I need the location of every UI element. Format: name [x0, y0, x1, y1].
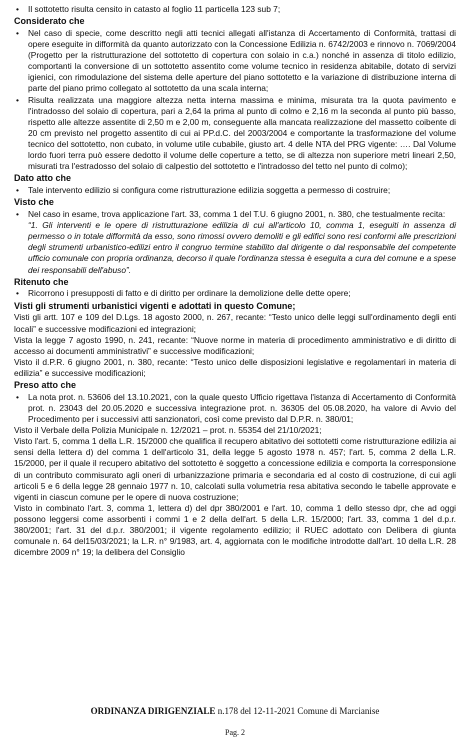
bullet-paragraph: • Tale intervento edilizio si configura come ristrutturazione edilizia soggetta a permesso di costruire; [14, 185, 456, 196]
bullet-paragraph: • La nota prot. n. 53606 del 13.10.2021, con la quale questo Ufficio rigettava l'istanza di Accertamento di Conformità prot. n. 23043 del 20.05.2020 e successiva integrazione prot. n. 36305 del 05.08.2020, ha valore di Avvio del Procedimento per i successivi atti sanzionatori, così come previsto dal D.P.R. n. 380/01; [14, 392, 456, 425]
footer-detail: n.178 del 12-11-2021 Comune di Marcianise [217, 706, 380, 716]
section-heading: Dato atto che [14, 173, 72, 184]
bullet-paragraph: • Ricorrono i presupposti di fatto e di diritto per ordinare la demolizione delle dette opere; [14, 288, 456, 299]
bullet-paragraph: • Nel caso in esame, trova applicazione l'art. 33, comma 1 del T.U. 6 giugno 2001, n. 380, che testualmente recita: [14, 209, 456, 220]
quoted-text: “1. Gli interventi e le opere di ristrutturazione edilizia di cui all'articolo 10, comma 1, eseguiti in assenza di permesso o in totale difformità da esso, sono rimossi ovvero demoliti e gli edifici sono resi conformi alle prescrizioni degli strumenti urbanistico-edilizi entro il congruo termine stabilito dal dirigente o dal responsabile del competente ufficio comunale con propria ordinanza, decorso il quale l'ordinanza stessa è eseguita a cura del comune e a spese dei responsabili dell'abuso”. [28, 220, 456, 275]
paragraph: Visti gli artt. 107 e 109 del D.Lgs. 18 agosto 2000, n. 267, recante: “Testo unico delle leggi sull'ordinamento degli enti locali” e successive modificazioni ed integrazioni; [14, 312, 456, 334]
document-footer [0, 706, 470, 718]
section-heading: Considerato che [14, 16, 85, 27]
section-heading: Ritenuto che [14, 276, 69, 287]
section-heading: Visto che [14, 197, 54, 208]
page-number: Pag. 2 [225, 728, 245, 737]
paragraph: Visto l'art. 5, comma 1 della L.R. 15/2000 che qualifica il recupero abitativo dei sottotetti come ristrutturazione edilizia ai sensi della lettera d) del comma 1 dell'articolo 31, della legge 5 agosto 1978 n. 457; l'art. 5, comma 2 della L.R. 15/2000, per il quale il recupero abitativo del sottotetto è soggetto a concessione edilizia e comporta la corresponsione di un contributo commisurato agli oneri di urbanizzazione primaria e secondaria ed al costo di costruzione, di cui agli articoli 5 e 6 della legge 28 gennaio 1977 n. 10, calcolati sulla volumetria resa abitativa secondo le tabelle approvate e vigenti in ciascun comune per le opere di nuova costruzione; [14, 436, 456, 502]
footer-title: ORDINANZA DIRIGENZIALE [90, 706, 216, 716]
bullet-paragraph: • Il sottotetto risulta censito in catasto al foglio 11 particella 123 sub 7; [14, 4, 456, 15]
paragraph: Vista la legge 7 agosto 1990, n. 241, recante: “Nuove norme in materia di procedimento amministrativo e di diritto di accesso ai documenti amministrativi” e successive modificazioni; [14, 334, 456, 356]
bullet-paragraph: • Nel caso di specie, come descritto negli atti tecnici allegati all'istanza di Accertamento di Conformità, trattasi di opere eseguite in difformità da quanto autorizzato con la Concessione Edilizia n. 6742/2003 e rinnovo n. 7069/2004 (Progetto per la ristrutturazione del sottotetto di copertura con solaio in c.a.) nonché in assenza di titolo edilizio, comportanti la conversione di un sottotetto assentito come volume tecnico in residenza abitabile, dotato di servizi igienici, con rimodulazione del sistema delle aperture del piano sottotetto e la variazione di distribuzione interna di parte del piano primo collegato al sottotetto da una scala interna; [14, 28, 456, 95]
section-heading: Visti gli strumenti urbanistici vigenti e adottati in questo Comune; [14, 300, 296, 311]
bullet-paragraph: • Risulta realizzata una maggiore altezza netta interna massima e minima, misurata tra la quota pavimento e l'intradosso del solaio di copertura, pari a 2,64 la prima al punto di colmo e 2,16 m la seconda al punto più basso, rispetto alle altezze assentite di 2,50 m e 2,00 m, conseguente alla mancata realizzazione del massetto coibente di 20 cm previsto nel progetto assentito di cui ai PP.d.C. del 2003/2004 e comportante la trasformazione del volume tecnico del sottotetto, non cubato, in volume utile cubabile, giusto art. 4 delle NTA del PRG vigente: …. Dal Volume lordo fuori terra può essere dedotto il volume delle coperture a tetto, se di altezza non superiore metri lineari 2,50, misurati tra l'estradosso del solaio di calpestio del sottotetto e l'intradosso del tetto nel punto di colmo); [14, 95, 456, 173]
paragraph: Visto in combinato l'art. 3, comma 1, lettera d) del dpr 380/2001 e l'art. 10, comma 1 dello stesso dpr, che ad oggi possono leggersi come assorbenti i commi 1 e 2 della dell'art. 5 della L.R. 15/2000; l'art. 33, comma 1 del d.p.r. 380/2001; l'art. 31 del d.p.r. 380/2001; il vigente regolamento edilizio; il RUEC adottato con Delibera di giunta comunale n. 64 del15/03/2021; la L.R. n° 9/1983, art. 4, aggiornata con le modifiche introdotte dall'art. 10 della L.R. 28 dicembre 2009 n° 19; la delibera del Consiglio [14, 502, 456, 558]
paragraph: Visto il Verbale della Polizia Municipale n. 12/2021 – prot. n. 55354 del 21/10/2021; [14, 425, 322, 436]
paragraph: Visto il d.P.R. 6 giugno 2001, n. 380, recante: “Testo unico delle disposizioni legislative e regolamentari in materia di edilizia” e successive modificazioni; [14, 356, 456, 378]
document-body [14, 4, 456, 558]
section-heading: Preso atto che [14, 380, 77, 390]
